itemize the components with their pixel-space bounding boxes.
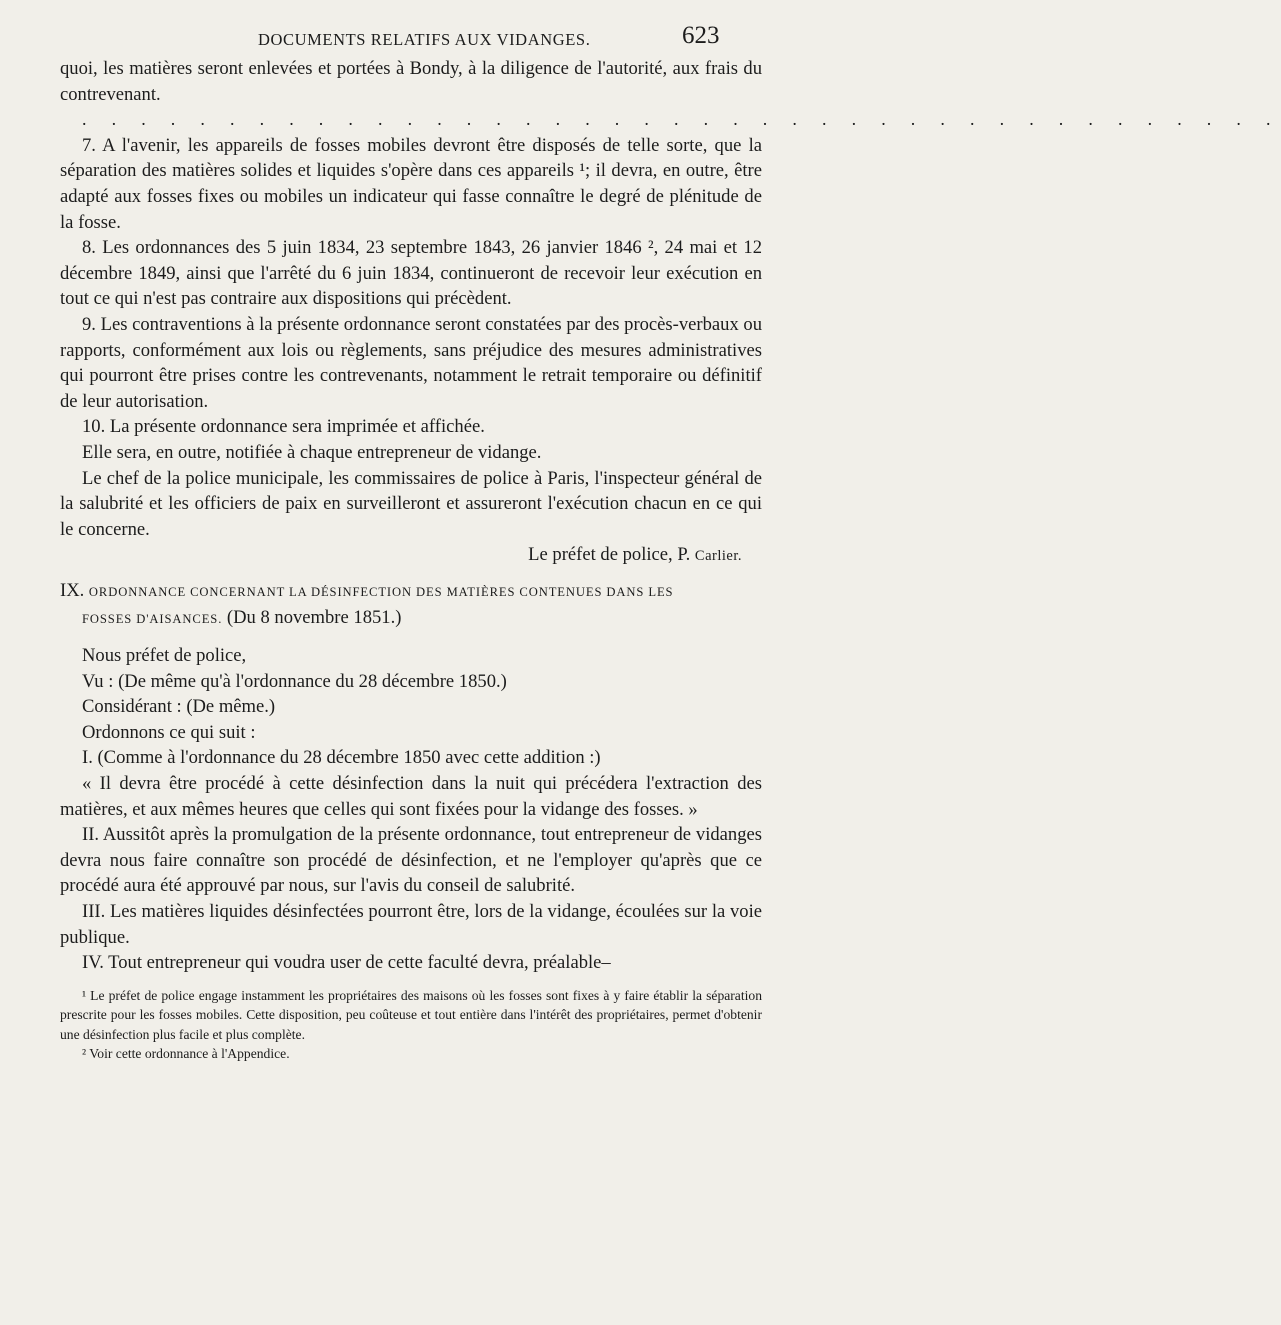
ordinance-article-I: I. (Comme à l'ordonnance du 28 décembre 1850 avec cette addition :) — [82, 747, 601, 769]
section-date: (Du 8 novembre 1851.) — [222, 607, 402, 629]
ordinance-ordonnons: Ordonnons ce qui suit : — [82, 721, 256, 743]
ordinance-considerant: Considérant : (De même.) — [82, 696, 276, 718]
footnote-1: ¹ Le préfet de police engage instamment les propriétaires des maisons où les fosses sont fixes à y faire établir la séparation prescrite pour les fosses mobiles. Cette disposition, peu coûteuse et tout entière dans l'intérêt des propriétaires, permet d'obtenir une désinfection plus facile et plus complète. — [60, 987, 762, 1042]
ordinance-preamble: Nous préfet de police, — [82, 645, 247, 667]
ordinance-article-II: II. Aussitôt après la promulgation de la présente ordonnance, tout entrepreneur de vidanges devra nous faire connaître son procédé de désinfection, et ne l'employer qu'après que ce procédé aura été approuvé par nous, sur l'avis du conseil de salubrité. — [60, 824, 762, 897]
article-7: 7. A l'avenir, les appareils de fosses mobiles devront être disposés de telle sorte, que la séparation des matières solides et liquides s'opère dans ces appareils ¹; il devra, en outre, être adapté aux fosses fixes ou mobiles un indicateur qui fasse connaître le degré de plénitude de la fosse. — [60, 134, 762, 233]
section-title-line1: ORDONNANCE CONCERNANT LA DÉSINFECTION DES MATIÈRES CONTENUES DANS LES — [88, 584, 674, 599]
running-title: DOCUMENTS RELATIFS AUX VIDANGES. — [258, 30, 591, 49]
signature — [60, 542, 762, 570]
paragraph-continuation: quoi, les matières seront enlevées et portées à Bondy, à la diligence de l'autorité, aux frais du contrevenant. — [60, 58, 762, 105]
article-8: 8. Les ordonnances des 5 juin 1834, 23 septembre 1843, 26 janvier 1846 ², 24 mai et 12 décembre 1849, ainsi que l'arrêté du 6 juin 1834, continueront de recevoir leur exécution en tout ce qui n'est pas contraire aux dispositions qui précèdent. — [60, 237, 762, 310]
section-numeral: IX. — [60, 579, 89, 601]
section-heading — [60, 578, 762, 633]
body-text — [60, 56, 1281, 1063]
article-9: 9. Les contraventions à la présente ordonnance seront constatées par des procès-verbaux ou rapports, conformément aux lois ou règlements, sans préjudice des mesures administratives qui pourront être prises contre les contrevenants, notamment le retrait temporaire ou définitif de leur autorisation. — [60, 313, 762, 412]
ordinance-article-IV: IV. Tout entrepreneur qui voudra user de cette faculté devra, préalable– — [82, 952, 611, 974]
article-10-execution: Le chef de la police municipale, les commissaires de police à Paris, l'inspecteur général de la salubrité et les officiers de paix en surveilleront et assureront l'exécution chacun en ce qui le concerne. — [60, 467, 762, 540]
section-heading-line2 — [60, 605, 762, 633]
signature-prefix: Le préfet de police, P. — [528, 544, 695, 566]
ordinance-vu: Vu : (De même qu'à l'ordonnance du 28 décembre 1850.) — [82, 670, 507, 692]
section-title-line2: FOSSES D'AISANCES. — [82, 612, 223, 627]
running-head — [0, 22, 800, 56]
article-10-notification: Elle sera, en outre, notifiée à chaque entrepreneur de vidange. — [82, 441, 542, 463]
section-heading-line1 — [60, 578, 762, 606]
ordinance-quotation: « Il devra être procédé à cette désinfection dans la nuit qui précédera l'extraction des matières, et aux mêmes heures que celles qui sont fixées pour la vidange des fosses. » — [60, 773, 762, 820]
signature-name: Carlier. — [694, 548, 742, 565]
footnotes — [60, 986, 762, 1064]
ordinance-article-III: III. Les matières liquides désinfectées pourront être, lors de la vidange, écoulées sur la voie publique. — [60, 901, 762, 948]
ellipsis-divider: . . . . . . . . . . . . . . . . . . . . . . . . . . . . . . . . . . . . . . . . . — [82, 109, 1281, 130]
article-10: 10. La présente ordonnance sera imprimée et affichée. — [82, 416, 485, 438]
footnote-2: ² Voir cette ordonnance à l'Appendice. — [82, 1046, 290, 1061]
page-number: 623 — [682, 22, 720, 49]
